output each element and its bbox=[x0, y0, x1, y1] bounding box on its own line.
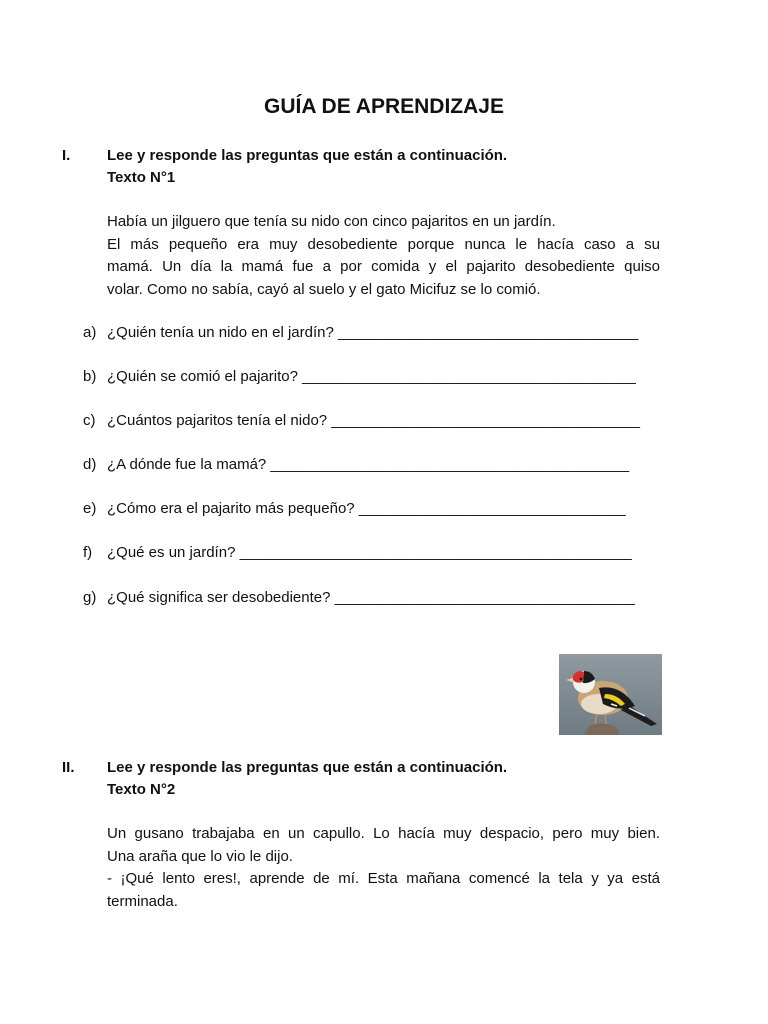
question-d bbox=[83, 456, 629, 473]
section-1-paragraph bbox=[107, 211, 660, 301]
question-letter: g) bbox=[83, 589, 97, 606]
question-text: ¿Quién se comió el pajarito? ________________________________________ bbox=[107, 368, 636, 385]
section-1-heading bbox=[107, 145, 507, 189]
paragraph-line: mamá. Un día la mamá fue a por comida y el pajarito desobediente quiso bbox=[107, 258, 660, 275]
section-2-instruction: Lee y responde las preguntas que están a continuación. bbox=[107, 759, 508, 776]
question-text: ¿Cuántos pajaritos tenía el nido? _____________________________________ bbox=[107, 412, 640, 429]
question-text: ¿A dónde fue la mamá? ___________________________________________ bbox=[107, 456, 630, 473]
question-letter: b) bbox=[83, 368, 97, 385]
question-g bbox=[83, 589, 635, 606]
section-1-instruction: Lee y responde las preguntas que están a continuación. bbox=[107, 147, 508, 164]
question-f bbox=[83, 544, 632, 561]
question-c bbox=[83, 412, 640, 429]
question-text: ¿Qué es un jardín? _______________________________________________ bbox=[107, 544, 632, 561]
question-letter: e) bbox=[83, 500, 97, 517]
section-2-text-label: Texto N°2 bbox=[107, 781, 176, 798]
question-text: ¿Qué significa ser desobediente? ____________________________________ bbox=[107, 589, 635, 606]
paragraph-line: Una araña que lo vio le dijo. bbox=[107, 847, 293, 865]
paragraph-line: terminada. bbox=[107, 892, 178, 910]
question-text: ¿Quién tenía un nido en el jardín? ____________________________________ bbox=[107, 324, 639, 341]
page-title: GUÍA DE APRENDIZAJE bbox=[264, 95, 504, 118]
paragraph-line: volar. Como no sabía, cayó al suelo y el gato Micifuz se lo comió. bbox=[107, 280, 541, 298]
section-1-number: I. bbox=[62, 147, 71, 164]
section-2-number: II. bbox=[62, 759, 75, 776]
question-letter: c) bbox=[83, 412, 96, 429]
question-letter: a) bbox=[83, 324, 97, 341]
section-1-text-label: Texto N°1 bbox=[107, 169, 176, 186]
paragraph-line: - ¡Qué lento eres!, aprende de mí. Esta mañana comencé la tela y ya está bbox=[107, 870, 660, 887]
question-text: ¿Cómo era el pajarito más pequeño? ________________________________ bbox=[107, 500, 626, 517]
paragraph-line: Había un jilguero que tenía su nido con cinco pajaritos en un jardín. bbox=[107, 213, 556, 230]
paragraph-line: Un gusano trabajaba en un capullo. Lo hacía muy despacio, pero muy bien. bbox=[107, 825, 660, 842]
question-e bbox=[83, 500, 626, 517]
question-b bbox=[83, 368, 636, 385]
section-2-heading bbox=[107, 757, 507, 801]
paragraph-line: El más pequeño era muy desobediente porque nunca le hacía caso a su bbox=[107, 235, 660, 253]
question-letter: f) bbox=[83, 544, 93, 561]
section-2-paragraph bbox=[107, 823, 660, 913]
question-letter: d) bbox=[83, 456, 97, 473]
goldfinch-bird-photo bbox=[559, 654, 662, 735]
question-a bbox=[83, 324, 638, 341]
